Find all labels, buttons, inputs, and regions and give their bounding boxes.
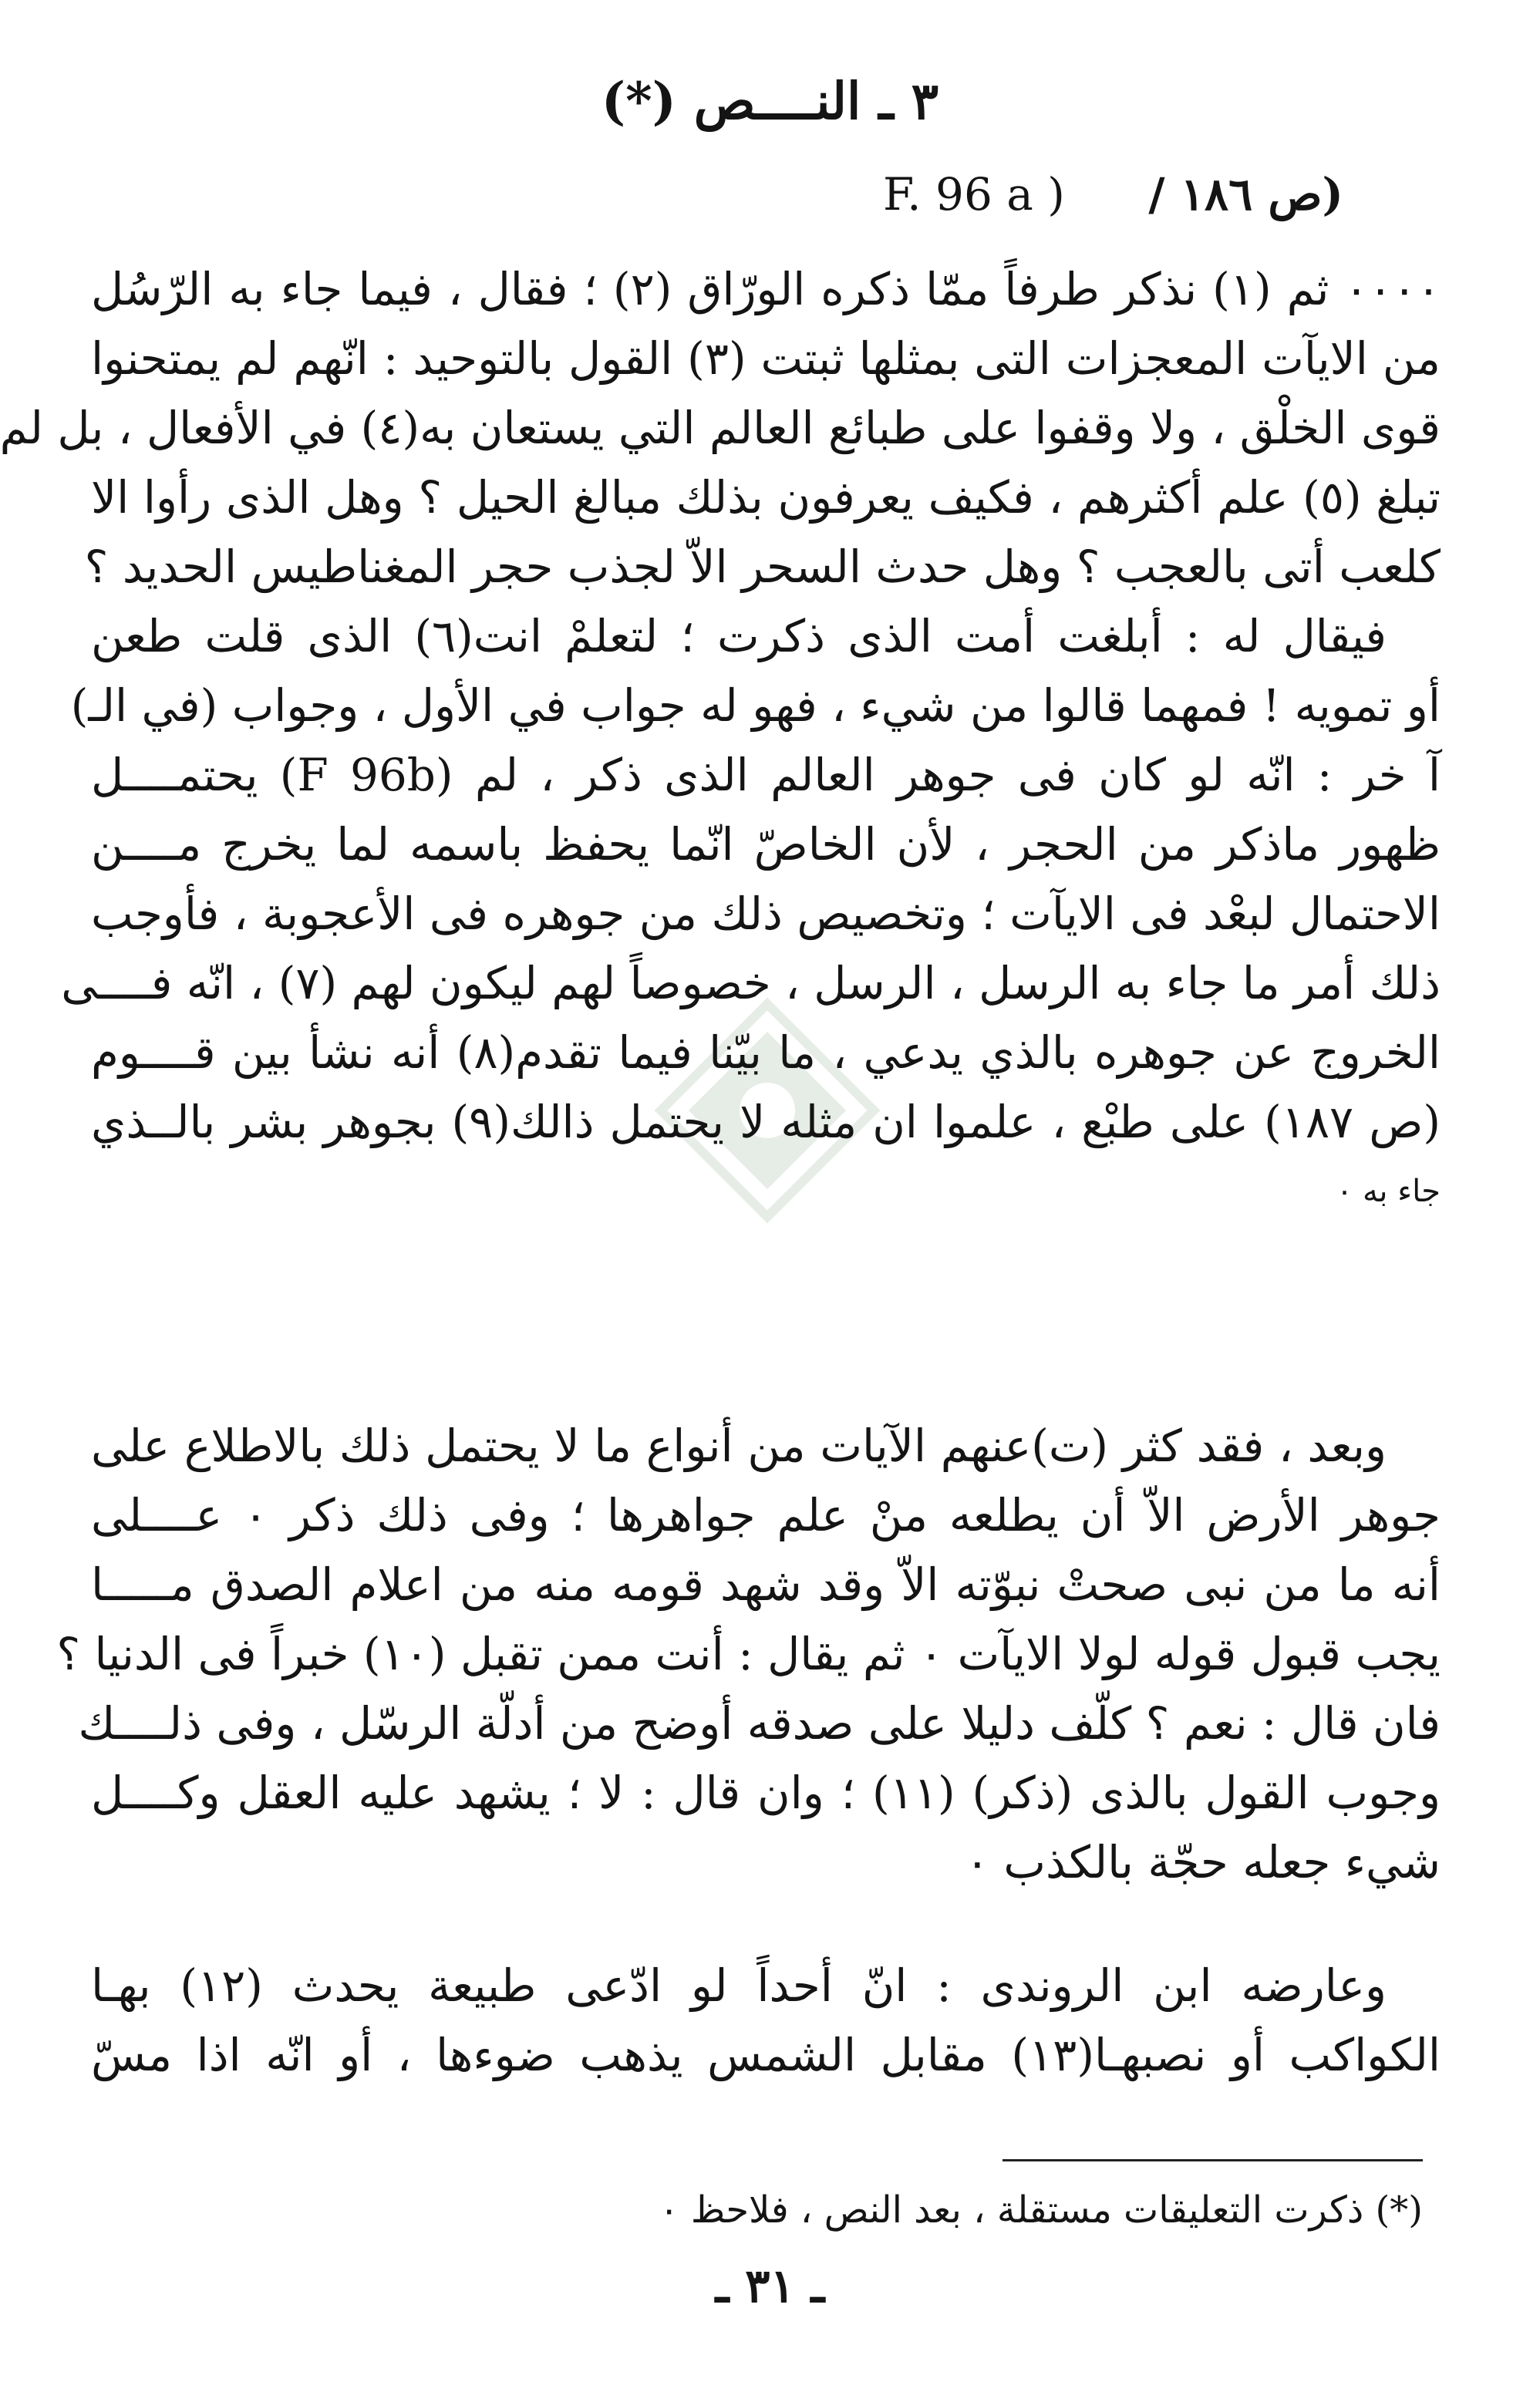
text-line: وجوب القول بالذى (ذكر) (١١) ؛ وان قال : لا ؛ يشهد عليه العقل وكــــل [91, 1767, 1441, 1819]
text-line: ٠٠٠٠ ثم (١) نذكر طرفاً ممّا ذكره الورّاق (٢) ؛ فقال ، فيما جاء به الرّسُل [91, 263, 1441, 315]
text-line: ذلك أمر ما جاء به الرسل ، الرسل ، خصوصاً لهم ليكون لهم (٧) ، انّه فــــى [61, 957, 1441, 1009]
page-title: ٣ ـ النــــص (*) [601, 71, 939, 131]
text-line: آ خر : انّه لو كان فى جوهر العالم الذى ذكر ، لم (F 96b) يحتمــــل [91, 749, 1441, 801]
text-line: جوهر الأرض الاّ أن يطلعه منْ علم جواهرها ؛ وفى ذلك ذكر ٠ عــــلى [91, 1489, 1441, 1541]
text-line: فان قال : نعم ؟ كلّف دليلا على صدقه أوضح من أدلّة الرسّل ، وفى ذلــــك [78, 1697, 1441, 1750]
text-line: قوى الخلْق ، ولا وقفوا على طبائع العالم التي يستعان به(٤) في الأفعال ، بل لم [0, 402, 1441, 454]
paragraph-1 [0, 254, 1441, 1226]
footnote-divider [1003, 2159, 1423, 2161]
text-line: الاحتمال لبعْد فى الايآت ؛ وتخصيص ذلك من جوهره فى الأعجوبة ، فأوجب [91, 888, 1441, 940]
text-line: وبعد ، فقد كثر (ت)عنهم الآيات من أنواع ما لا يحتمل ذلك بالاطلاع على [91, 1420, 1387, 1472]
folio-reference [883, 168, 1343, 221]
text-line: الكواكب أو نصبهـا(١٣) مقابل الشمس يذهب ضوءها ، أو انّه اذا مسّ [91, 2029, 1441, 2081]
text-line: وعارضه ابن الروندى : انّ أحداً لو ادّعى طبيعة يحدث (١٢) بهـا [91, 1959, 1387, 2012]
page-reference: (ص ١٨٦ / [1148, 168, 1343, 221]
footnote: (*) ذكرت التعليقات مستقلة ، بعد النص ، فلاحظ ٠ [659, 2188, 1423, 2232]
text-line: جاء به ٠ [1336, 1174, 1441, 1209]
text-line: الخروج عن جوهره بالذي يدعي ، ما بيّنا فيما تقدم(٨) أنه نشأ بين قــــوم [91, 1026, 1441, 1079]
text-line: من الايآت المعجزات التى بمثلها ثبتت (٣) القول بالتوحيد : انّهم لم يمتحنوا [91, 332, 1441, 385]
text-line: شيء جعله حجّة بالكذب ٠ [965, 1836, 1441, 1888]
folio-marker: F. 96 a ) [882, 168, 1065, 221]
paragraph-3 [91, 1951, 1441, 2090]
text-line: تبلغ (٥) علم أكثرهم ، فكيف يعرفون بذلك مبالغ الحيل ؟ وهل الذى رأوا الا [91, 471, 1441, 524]
text-line: أنه ما من نبى صحتْ نبوّته الاّ وقد شهد قومه منه من اعلام الصدق مـــــا [91, 1558, 1441, 1611]
text-line: ظهور ماذكر من الحجر ، لأن الخاصّ انّما يحفظ باسمه لما يخرج مــــن [91, 818, 1441, 871]
paragraph-2 [56, 1411, 1441, 1897]
text-line: كلعب أتى بالعجب ؟ وهل حدث السحر الاّ لجذب حجر المغناطيس الحديد ؟ [84, 541, 1441, 593]
page-number: ـ ٣١ ـ [715, 2259, 825, 2313]
text-line: يجب قبول قوله لولا الايآت ٠ ثم يقال : أنت ممن تقبل (١٠) خبراً فى الدنيا ؟ [56, 1628, 1441, 1680]
text-line: فيقال له : أبلغت أمت الذى ذكرت ؛ لتعلمْ انت(٦) الذى قلت طعن [91, 610, 1387, 662]
text-line: أو تمويه ! فمهما قالوا من شيء ، فهو له جواب في الأول ، وجواب (في الـ) [70, 679, 1441, 732]
text-line: (ص ١٨٧) على طبْع ، علموا ان مثله لا يحتمل ذالك(٩) بجوهر بشر بالــذي [91, 1096, 1441, 1148]
